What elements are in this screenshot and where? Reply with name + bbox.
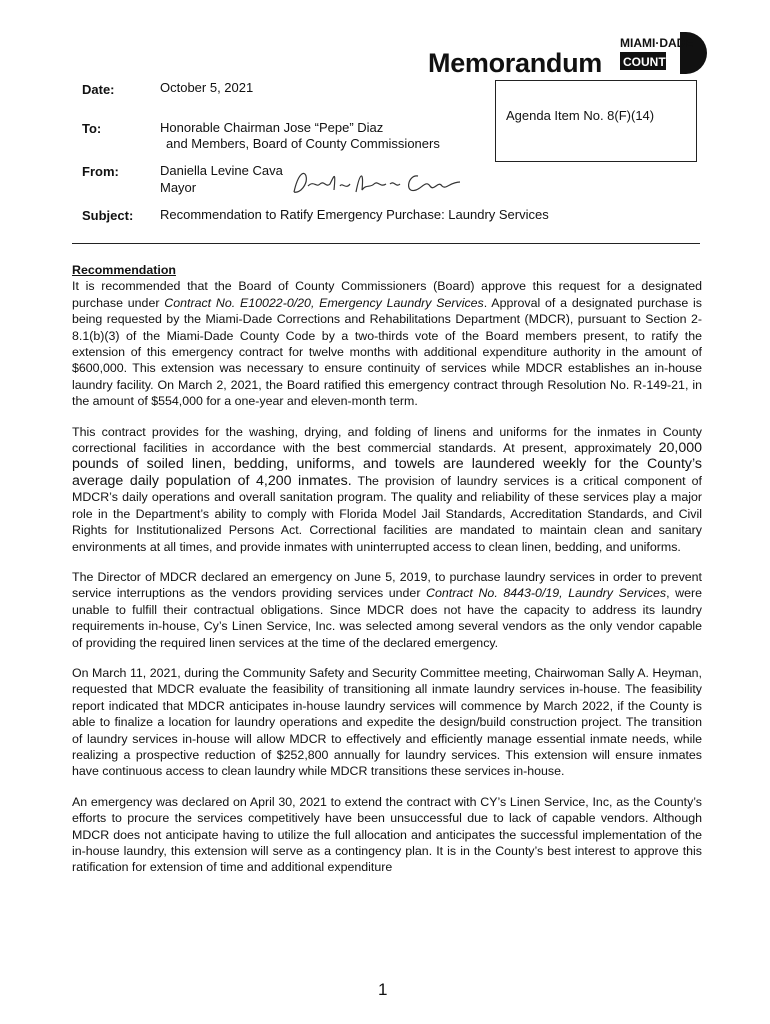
subject-value: Recommendation to Ratify Emergency Purchase: Laundry Services bbox=[160, 207, 549, 222]
divider bbox=[72, 243, 700, 244]
paragraph-recommendation bbox=[72, 262, 702, 410]
paragraph-4: On March 11, 2021, during the Community Safety and Security Committee meeting, Chairwoman Sally A. Heyman, requested that MDCR evaluate the feasibility of transitioning all inmate laundry services in-house. The feasibility report indicated that MDCR anticipates in-house laundry services will commence by March 2022, if the County is able to finalize a location for laundry operations and expedite the design/build construction project. The transition of laundry services in-house will allow MDCR to effectively and efficiently manage essential inmate needs, while realizing a prospective reduction of $252,800 annually for laundry services. This extension will ensure inmates have continuous access to clean laundry while MDCR transitions these services in-house. bbox=[72, 665, 702, 779]
section-heading: Recommendation bbox=[72, 263, 176, 277]
paragraph-3 bbox=[72, 569, 702, 651]
p3-contract: Contract No. 8443-0/19, Laundry Services bbox=[426, 586, 667, 601]
memo-body bbox=[72, 262, 702, 890]
from-line-1: Daniella Levine Cava bbox=[160, 163, 283, 178]
miami-dade-logo bbox=[618, 32, 710, 74]
p3-text-b: , were unable to fulfill their contractual obligations. Since MDCR does not have the capacity to address its laundry requirements in-house, Cy’s Linen Service, Inc. was selected among several vendors as the only vendor capable of providing the required linen services at the time of the declared emergency. bbox=[72, 586, 702, 650]
from-line-2: Mayor bbox=[160, 180, 197, 195]
subject-label: Subject: bbox=[82, 208, 134, 223]
to-line-1: Honorable Chairman Jose “Pepe” Diaz bbox=[160, 120, 384, 135]
agenda-box bbox=[495, 80, 697, 162]
p2-highlight: 20,000 pounds of soiled linen, bedding, uniforms, and towels are laundered weekly for the County’s average daily population of 4,200 inmates. bbox=[72, 440, 702, 489]
paragraph-2 bbox=[72, 424, 702, 555]
memo-title: Memorandum bbox=[428, 48, 603, 78]
signature bbox=[290, 166, 470, 198]
page-number: 1 bbox=[378, 980, 388, 999]
p1-text-a: It is recommended that the Board of County Commissioners (Board) approve this request for a designated purchase under bbox=[72, 279, 702, 310]
paragraph-5: An emergency was declared on April 30, 2021 to extend the contract with CY’s Linen Service, Inc, as the County’s efforts to procure the services competitively have been unsuccessful due to lack of capable vendors. Although MDCR does not anticipate having to utilize the full allocation and anticipates the successful implementation of the in-house laundry, this extension will serve as a contingency plan. It is in the County’s best interest to approve this ratification for extension of time and additional expenditure bbox=[72, 794, 702, 875]
to-label: To: bbox=[82, 121, 102, 136]
agenda-item: Agenda Item No. 8(F)(14) bbox=[506, 108, 655, 123]
p1-contract: Contract No. E10022-0/20, Emergency Laundry Services bbox=[164, 295, 484, 310]
p1-text-b: . Approval of a designated purchase is being requested by the Miami-Dade Corrections and Rehabilitations Department (MDCR), pursuant to Section 2-8.1(b)(3) of the Miami-Dade County Code by a two-thirds vote of the Board members present, to ratify the extension of this emergency contract for twelve months with additional expenditure authority in the amount of $600,000. This extension was necessary to ensure continuity of services while MDCR establishes an in-house laundry facility. On March 2, 2021, the Board ratified this emergency contract through Resolution No. R-149-21, in the amount of $554,000 for a one-year and eleven-month term. bbox=[72, 295, 702, 409]
logo-text-bottom: COUNTY bbox=[623, 55, 674, 69]
to-line-2: and Members, Board of County Commissioners bbox=[166, 136, 440, 151]
from-label: From: bbox=[82, 164, 119, 179]
date-value: October 5, 2021 bbox=[160, 80, 254, 95]
p2-text-b: The provision of laundry services is a critical component of MDCR’s daily operations and overall sanitation program. The quality and reliability of these services play a major role in the Department’s ability to comply with Florida Model Jail Standards, Accreditation Standards, and Civil Rights for Institutionalized Persons Act. Correctional facilities are mandated to maintain clean and sanitary environments at all times, and provide inmates with uninterrupted access to clean linen, bedding, and uniforms. bbox=[72, 473, 702, 554]
p3-text-a: The Director of MDCR declared an emergency on June 5, 2019, to purchase laundry services in order to prevent service interruptions as the vendors providing services under bbox=[72, 569, 702, 601]
p2-text-a: This contract provides for the washing, drying, and folding of linens and uniforms for the inmates in County correctional facilities in accordance with the best commercial standards. At present, approximately bbox=[72, 424, 702, 456]
logo-text-top: MIAMI·DADE bbox=[620, 36, 694, 50]
date-label: Date: bbox=[82, 82, 115, 97]
